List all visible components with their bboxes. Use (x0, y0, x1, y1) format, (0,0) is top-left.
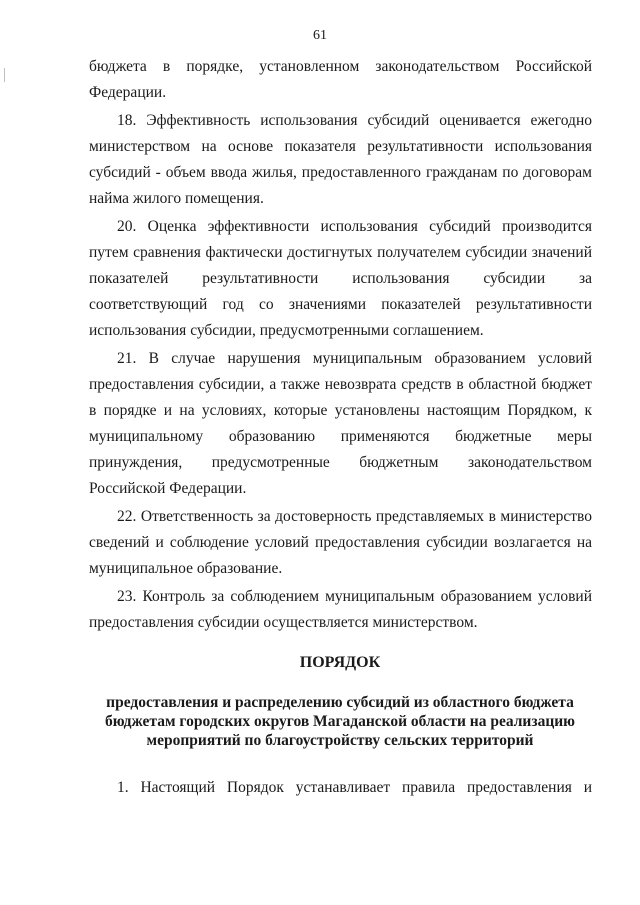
section-title: ПОРЯДОК (299, 654, 381, 671)
paragraph-continuation: бюджета в порядке, установленном законодательством Российской Федерации. (89, 58, 592, 101)
subtitle-line: мероприятий по благоустройству сельских территорий (146, 732, 534, 749)
page-number: 61 (313, 28, 327, 43)
paragraph-1: 1. Настоящий Порядок устанавливает правила предоставления и (117, 779, 592, 796)
subtitle-line: бюджетам городских округов Магаданской области на реализацию (104, 713, 576, 730)
document-body (89, 54, 592, 636)
section-subtitle (70, 693, 610, 750)
paragraph-21: 21. В случае нарушения муниципальным образованием условий предоставления субсидии, а также невозврата средств в областной бюджет в порядке и на условиях, которые установлены настоящим Порядком, к муниципальному образованию применяются бюджетные меры принуждения, предусмотренные бюджетным законодательством Российской Федерации. (89, 350, 592, 497)
paragraph-23: 23. Контроль за соблюдением муниципальным образованием условий предоставления субсидии осуществляется министерством. (89, 588, 592, 631)
paragraph-18: 18. Эффективность использования субсидий оценивается ежегодно министерством на основе показателя результативности использования субсидий - объем ввода жилья, предоставленного гражданам по договорам найма жилого помещения. (89, 112, 592, 207)
subtitle-line: предоставления и распределению субсидий из областного бюджета (106, 694, 574, 711)
paragraph-20: 20. Оценка эффективности использования субсидий производится путем сравнения фактически достигнутых получателем субсидии значений показателей результативности использования субсидии за соответствующий год со значениями показателей результативности использования субсидии, предусмотренными соглашением. (89, 218, 592, 339)
paragraph-22: 22. Ответственность за достоверность представляемых в министерство сведений и соблюдение условий предоставления субсидии возлагается на муниципальное образование. (89, 508, 592, 577)
scan-mark (4, 68, 5, 82)
